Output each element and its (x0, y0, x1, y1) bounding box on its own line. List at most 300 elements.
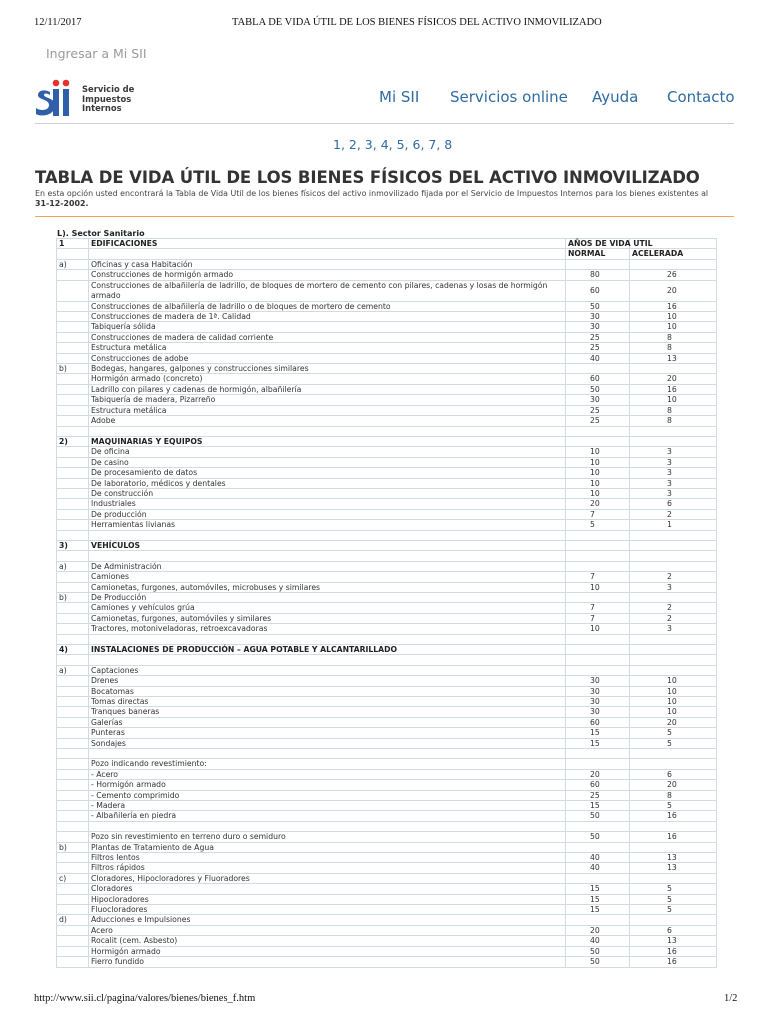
table-cell-c1 (57, 749, 89, 759)
table-cell-c1 (57, 270, 89, 280)
table-cell-c4: 5 (630, 728, 717, 738)
table-cell-c3: 15 (566, 738, 630, 748)
table-cell-c1 (57, 384, 89, 394)
table-cell-c2: Cloradores (89, 884, 566, 894)
table-cell-c4: 2 (630, 603, 717, 613)
table-cell-c3: 20 (566, 499, 630, 509)
table-row (57, 769, 717, 779)
table-cell-c2 (89, 655, 566, 665)
table-cell-c2: Industriales (89, 499, 566, 509)
table-cell-c4 (630, 530, 717, 540)
table-row (57, 853, 717, 863)
table-row (57, 686, 717, 696)
table-cell-c3: 40 (566, 863, 630, 873)
table-cell-c3: 10 (566, 447, 630, 457)
page-pager[interactable]: 1, 2, 3, 4, 5, 6, 7, 8 (333, 137, 453, 152)
table-row (57, 582, 717, 592)
table-cell-c3: 60 (566, 280, 630, 301)
table-cell-c4: 10 (630, 676, 717, 686)
table-cell-c1 (57, 312, 89, 322)
table-cell-c3 (566, 426, 630, 436)
table-cell-c2: Camiones y vehículos grúa (89, 603, 566, 613)
nav-contacto[interactable]: Contacto (667, 88, 735, 106)
table-cell-c3 (566, 259, 630, 269)
table-row (57, 343, 717, 353)
table-cell-c4: 6 (630, 925, 717, 935)
table-cell-c1 (57, 676, 89, 686)
print-url: http://www.sii.cl/pagina/valores/bienes/bienes_f.htm (34, 993, 256, 1004)
table-row (57, 551, 717, 561)
table-cell-c2: Adobe (89, 416, 566, 426)
table-cell-c1 (57, 801, 89, 811)
table-cell-c4: 3 (630, 468, 717, 478)
table-cell-c1 (57, 280, 89, 301)
table-cell-c4: 20 (630, 780, 717, 790)
table-cell-c2: VEHÍCULOS (89, 540, 566, 550)
table-cell-c3: 25 (566, 405, 630, 415)
table-row (57, 946, 717, 956)
table-cell-c2: Filtros lentos (89, 853, 566, 863)
table-cell-c3 (566, 634, 630, 644)
table-cell-c3 (566, 592, 630, 602)
table-cell-c2: De oficina (89, 447, 566, 457)
table-cell-c3: 50 (566, 301, 630, 311)
table-cell-c3 (566, 436, 630, 446)
table-cell-c1 (57, 551, 89, 561)
table-cell-c2: Construcciones de madera de 1ª. Calidad (89, 312, 566, 322)
table-cell-c4 (630, 644, 717, 654)
table-cell-c1: 1 (57, 239, 89, 249)
table-cell-c2: Captaciones (89, 665, 566, 675)
table-cell-c2: Oficinas y casa Habitación (89, 259, 566, 269)
table-row (57, 280, 717, 301)
table-cell-c2: Drenes (89, 676, 566, 686)
table-cell-c3: 50 (566, 811, 630, 821)
table-cell-c3: 30 (566, 395, 630, 405)
table-row (57, 364, 717, 374)
table-cell-c4 (630, 592, 717, 602)
table-cell-c2: Aducciones e Impulsiones (89, 915, 566, 925)
table-row (57, 738, 717, 748)
nav-servicios-online[interactable]: Servicios online (450, 88, 568, 106)
table-cell-c1: c) (57, 873, 89, 883)
table-row (57, 884, 717, 894)
table-cell-c1 (57, 582, 89, 592)
table-row (57, 905, 717, 915)
table-row (57, 801, 717, 811)
table-row (57, 644, 717, 654)
table-cell-c3 (566, 915, 630, 925)
table-cell-c3: 10 (566, 582, 630, 592)
table-cell-c4: 6 (630, 499, 717, 509)
table-cell-c3: 15 (566, 905, 630, 915)
table-cell-c4: 2 (630, 613, 717, 623)
table-row (57, 613, 717, 623)
sii-logo-icon (35, 78, 79, 120)
table-cell-c4: 3 (630, 624, 717, 634)
table-cell-c4: 3 (630, 488, 717, 498)
table-cell-c3: 15 (566, 801, 630, 811)
table-cell-c2: Bocatomas (89, 686, 566, 696)
table-cell-c2: Cloradores, Hipocloradores y Fluoradores (89, 873, 566, 883)
table-cell-c4: 16 (630, 384, 717, 394)
table-cell-c1: 3) (57, 540, 89, 550)
table-cell-c2: - Madera (89, 801, 566, 811)
table-cell-c2: De procesamiento de datos (89, 468, 566, 478)
table-cell-c4: 5 (630, 894, 717, 904)
table-row (57, 509, 717, 519)
table-cell-c4: 5 (630, 884, 717, 894)
table-row (57, 728, 717, 738)
table-cell-c1 (57, 769, 89, 779)
table-cell-c1 (57, 728, 89, 738)
table-cell-c3: 25 (566, 343, 630, 353)
table-cell-c3: 10 (566, 468, 630, 478)
table-cell-c1 (57, 613, 89, 623)
table-cell-c1 (57, 696, 89, 706)
table-row (57, 936, 717, 946)
table-row (57, 873, 717, 883)
table-cell-c1 (57, 520, 89, 530)
table-cell-c4: 10 (630, 707, 717, 717)
table-cell-c3: 50 (566, 946, 630, 956)
table-cell-c4 (630, 634, 717, 644)
table-cell-c3: AÑOS DE VIDA UTIL (566, 239, 630, 249)
table-row (57, 925, 717, 935)
table-cell-c2: De construcción (89, 488, 566, 498)
table-cell-c2: - Hormigón armado (89, 780, 566, 790)
table-cell-c2: Estructura metálica (89, 405, 566, 415)
table-row (57, 322, 717, 332)
table-cell-c2: - Albañilería en piedra (89, 811, 566, 821)
table-cell-c4 (630, 665, 717, 675)
table-cell-c4: 16 (630, 832, 717, 842)
table-row (57, 707, 717, 717)
table-cell-c3 (566, 655, 630, 665)
nav-mi-sii[interactable]: Mi SII (379, 88, 420, 106)
table-cell-c2: Construcciones de madera de calidad corriente (89, 332, 566, 342)
table-cell-c2: De Producción (89, 592, 566, 602)
table-cell-c1 (57, 811, 89, 821)
table-cell-c3: 50 (566, 832, 630, 842)
table-cell-c3 (566, 821, 630, 831)
sector-title: L). Sector Sanitario (57, 229, 145, 238)
table-cell-c1 (57, 499, 89, 509)
table-row (57, 353, 717, 363)
table-cell-c2 (89, 426, 566, 436)
table-cell-c1 (57, 530, 89, 540)
table-cell-c3: 7 (566, 572, 630, 582)
print-page-number: 1/2 (724, 993, 738, 1004)
table-cell-c2: De Administración (89, 561, 566, 571)
login-link[interactable]: Ingresar a Mi SII (46, 46, 147, 61)
table-cell-c3: 25 (566, 416, 630, 426)
table-cell-c3: 30 (566, 312, 630, 322)
table-cell-c3 (566, 842, 630, 852)
table-row (57, 499, 717, 509)
table-row (57, 468, 717, 478)
table-row (57, 384, 717, 394)
table-cell-c1 (57, 509, 89, 519)
orange-divider (35, 216, 734, 217)
table-cell-c4 (630, 364, 717, 374)
table-cell-c1 (57, 925, 89, 935)
table-cell-c4: 3 (630, 447, 717, 457)
table-cell-c3: 50 (566, 957, 630, 967)
table-cell-c3 (566, 561, 630, 571)
table-cell-c4: 6 (630, 769, 717, 779)
table-cell-c1 (57, 488, 89, 498)
table-cell-c4: 8 (630, 790, 717, 800)
table-cell-c1 (57, 790, 89, 800)
table-cell-c4 (630, 540, 717, 550)
table-cell-c2: Camionetas, furgones, automóviles, microbuses y similares (89, 582, 566, 592)
table-row (57, 447, 717, 457)
table-cell-c1 (57, 780, 89, 790)
table-row (57, 488, 717, 498)
table-cell-c1 (57, 957, 89, 967)
table-cell-c2: Hormigón armado (concreto) (89, 374, 566, 384)
table-cell-c4: 20 (630, 717, 717, 727)
table-cell-c3: 30 (566, 322, 630, 332)
table-row (57, 405, 717, 415)
table-cell-c1 (57, 572, 89, 582)
table-row (57, 520, 717, 530)
table-cell-c1 (57, 686, 89, 696)
table-row (57, 332, 717, 342)
table-cell-c1 (57, 447, 89, 457)
table-cell-c2: Construcciones de albañilería de ladrillo o de bloques de mortero de cemento (89, 301, 566, 311)
table-cell-c4: 16 (630, 811, 717, 821)
table-row (57, 270, 717, 280)
table-cell-c4 (630, 426, 717, 436)
table-cell-c2: Estructura metálica (89, 343, 566, 353)
table-cell-c2: Acero (89, 925, 566, 935)
table-cell-c1 (57, 832, 89, 842)
table-cell-c3: 60 (566, 717, 630, 727)
page-title: TABLA DE VIDA ÚTIL DE LOS BIENES FÍSICOS DEL ACTIVO INMOVILIZADO (35, 168, 700, 187)
table-cell-c4: 3 (630, 478, 717, 488)
table-cell-c2: Tractores, motoniveladoras, retroexcavadoras (89, 624, 566, 634)
table-cell-c1 (57, 894, 89, 904)
table-cell-c1 (57, 946, 89, 956)
table-row (57, 821, 717, 831)
table-cell-c3: 25 (566, 332, 630, 342)
table-cell-c1 (57, 759, 89, 769)
table-cell-c3: 15 (566, 728, 630, 738)
table-cell-c1 (57, 374, 89, 384)
table-cell-c1: b) (57, 842, 89, 852)
vida-util-table (56, 238, 717, 968)
table-row (57, 749, 717, 759)
table-cell-c4: 10 (630, 696, 717, 706)
table-cell-c1 (57, 821, 89, 831)
table-cell-c1 (57, 884, 89, 894)
table-row (57, 239, 717, 249)
table-cell-c1: a) (57, 259, 89, 269)
table-cell-c3: 10 (566, 488, 630, 498)
table-row (57, 561, 717, 571)
table-cell-c3: 60 (566, 374, 630, 384)
table-cell-c2: De laboratorio, médicos y dentales (89, 478, 566, 488)
table-cell-c3: 7 (566, 509, 630, 519)
table-cell-c4: 13 (630, 853, 717, 863)
table-cell-c1: 4) (57, 644, 89, 654)
table-cell-c3 (566, 530, 630, 540)
table-cell-c4: 20 (630, 374, 717, 384)
table-cell-c3 (566, 644, 630, 654)
table-cell-c2: Rocalit (cem. Asbesto) (89, 936, 566, 946)
table-cell-c2: Herramientas livianas (89, 520, 566, 530)
table-cell-c4: 16 (630, 957, 717, 967)
table-cell-c1 (57, 634, 89, 644)
table-row (57, 416, 717, 426)
table-cell-c2 (89, 551, 566, 561)
table-cell-c1 (57, 905, 89, 915)
table-row (57, 655, 717, 665)
table-cell-c1: 2) (57, 436, 89, 446)
table-cell-c3 (566, 665, 630, 675)
table-cell-c3: 25 (566, 790, 630, 800)
table-cell-c1 (57, 655, 89, 665)
table-row (57, 842, 717, 852)
table-cell-c3 (566, 364, 630, 374)
table-cell-c2 (89, 821, 566, 831)
table-cell-c1 (57, 395, 89, 405)
table-row (57, 634, 717, 644)
table-cell-c4: 10 (630, 312, 717, 322)
table-cell-c3: 40 (566, 936, 630, 946)
table-cell-c4 (630, 821, 717, 831)
table-cell-c3: 20 (566, 925, 630, 935)
table-row (57, 540, 717, 550)
table-row (57, 717, 717, 727)
table-cell-c1: b) (57, 592, 89, 602)
intro-date: 31-12-2002 (35, 199, 86, 209)
table-row (57, 665, 717, 675)
nav-ayuda[interactable]: Ayuda (592, 88, 639, 106)
table-cell-c1: a) (57, 665, 89, 675)
table-cell-c1 (57, 301, 89, 311)
table-cell-c1 (57, 707, 89, 717)
table-cell-c1 (57, 863, 89, 873)
table-cell-c3: 30 (566, 686, 630, 696)
table-cell-c4 (630, 655, 717, 665)
table-cell-c4: ACELERADA (630, 249, 717, 259)
table-cell-c4: 10 (630, 322, 717, 332)
table-cell-c4: 13 (630, 353, 717, 363)
table-cell-c1 (57, 457, 89, 467)
table-row (57, 374, 717, 384)
table-cell-c1: a) (57, 561, 89, 571)
table-cell-c1 (57, 322, 89, 332)
table-row (57, 478, 717, 488)
table-cell-c2: EDIFICACIONES (89, 239, 566, 249)
table-cell-c4: 13 (630, 936, 717, 946)
table-cell-c3: 20 (566, 769, 630, 779)
table-row (57, 894, 717, 904)
table-cell-c4: 3 (630, 582, 717, 592)
table-cell-c4: 2 (630, 572, 717, 582)
table-cell-c4: 16 (630, 946, 717, 956)
table-cell-c3: 30 (566, 676, 630, 686)
sii-logo[interactable] (35, 78, 145, 120)
table-cell-c2: Punteras (89, 728, 566, 738)
table-cell-c3: 30 (566, 707, 630, 717)
table-cell-c4: 5 (630, 738, 717, 748)
table-cell-c2 (89, 749, 566, 759)
table-cell-c1 (57, 738, 89, 748)
table-cell-c2: MAQUINARIAS Y EQUIPOS (89, 436, 566, 446)
table-cell-c1 (57, 416, 89, 426)
table-row (57, 426, 717, 436)
table-cell-c3: 10 (566, 624, 630, 634)
table-cell-c4: 10 (630, 686, 717, 696)
logo-text: Servicio de Impuestos Internos (82, 84, 135, 114)
table-cell-c1: d) (57, 915, 89, 925)
table-cell-c3: NORMAL (566, 249, 630, 259)
table-cell-c4 (630, 436, 717, 446)
table-cell-c2: Tabiquería sólida (89, 322, 566, 332)
table-row (57, 312, 717, 322)
table-cell-c1 (57, 717, 89, 727)
table-row (57, 624, 717, 634)
table-cell-c4 (630, 259, 717, 269)
table-cell-c2: Tomas directas (89, 696, 566, 706)
intro-text: En esta opción usted encontrará la Tabla de Vida Util de los bienes físicos del activo inmovilizado fijada por el Servicio de Impuestos Internos para los bienes existentes al 31-12-2002. (35, 189, 709, 209)
table-cell-c2: Ladrillo con pilares y cadenas de hormigón, albañilería (89, 384, 566, 394)
table-cell-c4: 8 (630, 405, 717, 415)
table-cell-c1 (57, 478, 89, 488)
table-cell-c4: 10 (630, 395, 717, 405)
table-cell-c3 (566, 749, 630, 759)
table-cell-c3: 15 (566, 884, 630, 894)
table-cell-c3 (566, 873, 630, 883)
table-row (57, 259, 717, 269)
table-cell-c2: Fluocloradores (89, 905, 566, 915)
table-cell-c2: Hipocloradores (89, 894, 566, 904)
table-cell-c2: Tranques baneras (89, 707, 566, 717)
table-cell-c4: 26 (630, 270, 717, 280)
table-cell-c4: 5 (630, 905, 717, 915)
table-cell-c3: 10 (566, 457, 630, 467)
table-row (57, 915, 717, 925)
table-cell-c4: 8 (630, 416, 717, 426)
table-row (57, 832, 717, 842)
table-cell-c1 (57, 468, 89, 478)
table-row (57, 572, 717, 582)
table-cell-c1 (57, 853, 89, 863)
table-cell-c4: 2 (630, 509, 717, 519)
table-cell-c2: INSTALACIONES DE PRODUCCIÓN – AGUA POTABLE Y ALCANTARILLADO (89, 644, 566, 654)
table-cell-c3: 7 (566, 603, 630, 613)
table-cell-c3: 15 (566, 894, 630, 904)
print-header-title: TABLA DE VIDA ÚTIL DE LOS BIENES FÍSICOS DEL ACTIVO INMOVILIZADO (232, 17, 602, 28)
table-cell-c2: Pozo indicando revestimiento: (89, 759, 566, 769)
table-cell-c2: De producción (89, 509, 566, 519)
table-cell-c2: Galerías (89, 717, 566, 727)
table-row (57, 696, 717, 706)
table-cell-c3 (566, 540, 630, 550)
table-cell-c2: Plantas de Tratamiento de Agua (89, 842, 566, 852)
table-cell-c3: 80 (566, 270, 630, 280)
table-cell-c4 (630, 842, 717, 852)
table-cell-c3 (566, 759, 630, 769)
table-cell-c1 (57, 353, 89, 363)
table-cell-c3: 40 (566, 853, 630, 863)
table-cell-c4: 1 (630, 520, 717, 530)
table-row (57, 301, 717, 311)
